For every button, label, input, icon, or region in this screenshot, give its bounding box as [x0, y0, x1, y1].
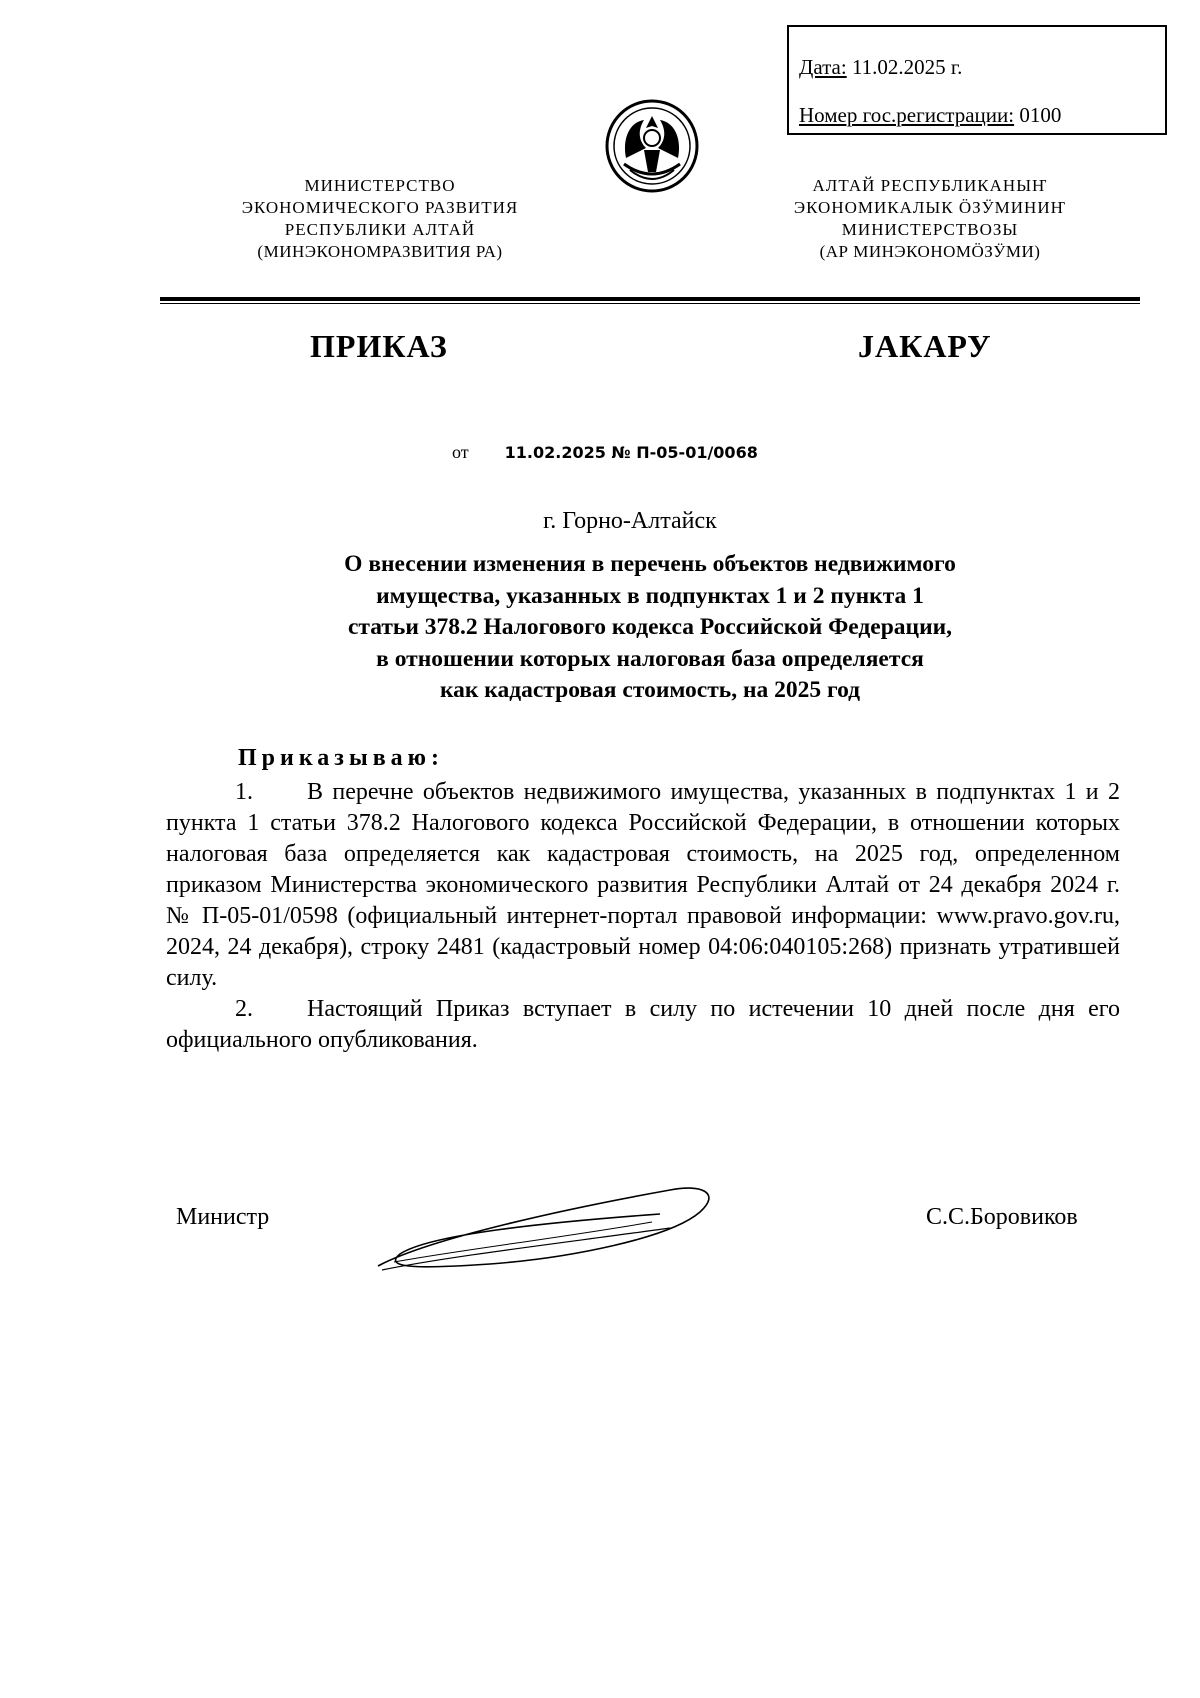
header-left-line: ЭКОНОМИЧЕСКОГО РАЗВИТИЯ [241, 198, 519, 217]
subject-line: О внесении изменения в перечень объектов недвижимого [344, 551, 956, 577]
subject-line: имущества, указанных в подпунктах 1 и 2 пункта 1 [376, 582, 924, 609]
registration-date [799, 43, 1165, 91]
header-right-line: АЛТАЙ РЕСПУБЛИКАНЫҤ [812, 176, 1048, 195]
registration-stamp [787, 25, 1167, 135]
subject-line: статьи 378.2 Налогового кодекса Российской Федерации, [347, 614, 953, 640]
handwritten-signature [370, 1178, 750, 1278]
subject-line: как кадастровая стоимость, на 2025 год [439, 677, 861, 703]
header-left-line: МИНИСТЕРСТВО [304, 176, 456, 195]
order-body [166, 777, 1120, 1056]
order-title-russian: ПРИКАЗ [310, 328, 448, 364]
subject-line: в отношении которых налоговая база определяется [376, 645, 924, 672]
paragraph-text: В перечне объектов недвижимого имущества, указанных в подпунктах 1 и 2 пункта 1 статьи 378.2 Налогового кодекса Российской Федерации, в отношении которых налоговая база определяется как кадастровая стоимость, на 2025 год, определенном приказом Министерства экономического развития Республики Алтай от 24 декабря 2024 г. № П-05-01/0598 (официальный интернет-портал правовой информации: www.pravo.gov.ru, 2024, 24 декабря), строку 2481 (кадастровый номер 04:06:040105:268) признать утратившей силу. [166, 779, 1120, 991]
header-right-line: ЭКОНОМИКАЛЫК ÖЗӰМИНИҤ [793, 198, 1067, 217]
order-date-number [452, 442, 758, 463]
header-right-line: (АР МИНЭКОНОМÖЗӰМИ) [819, 242, 1041, 261]
reg-label: Номер гос.регистрации: [799, 103, 1015, 127]
order-title-altai: JАКАРУ [858, 328, 992, 364]
header-left-line: (МИНЭКОНОМРАЗВИТИЯ РА) [257, 242, 503, 261]
paragraph-2 [166, 994, 1120, 1056]
header-divider-thin [160, 303, 1140, 304]
paragraph-number: 2. [235, 996, 253, 1022]
order-number: 11.02.2025 № П-05-01/0068 [504, 443, 758, 462]
header-right-line: МИНИСТЕРСТВОЗЫ [841, 220, 1019, 239]
coat-of-arms-icon [604, 98, 700, 194]
date-prefix: от [452, 442, 469, 462]
paragraph-1 [166, 777, 1120, 994]
reg-value: 0100 [1014, 103, 1062, 127]
date-label: Дата: [799, 55, 847, 79]
ministry-name-altai [750, 175, 1110, 263]
order-word: Приказываю: [238, 745, 444, 771]
order-subject [220, 549, 1080, 707]
header-divider-thick [160, 297, 1140, 301]
paragraph-text: Настоящий Приказ вступает в силу по истечении 10 дней после дня его официального опубликования. [166, 996, 1120, 1053]
date-value: 11.02.2025 г. [846, 55, 963, 79]
header-left-line: РЕСПУБЛИКИ АЛТАЙ [284, 220, 476, 239]
registration-number [799, 91, 1165, 139]
signatory-title: Министр [176, 1204, 270, 1230]
city: г. Горно-Алтайск [543, 508, 717, 534]
paragraph-number: 1. [235, 779, 253, 805]
ministry-name-russian [200, 175, 560, 263]
signatory-name: С.С.Боровиков [926, 1204, 1078, 1230]
